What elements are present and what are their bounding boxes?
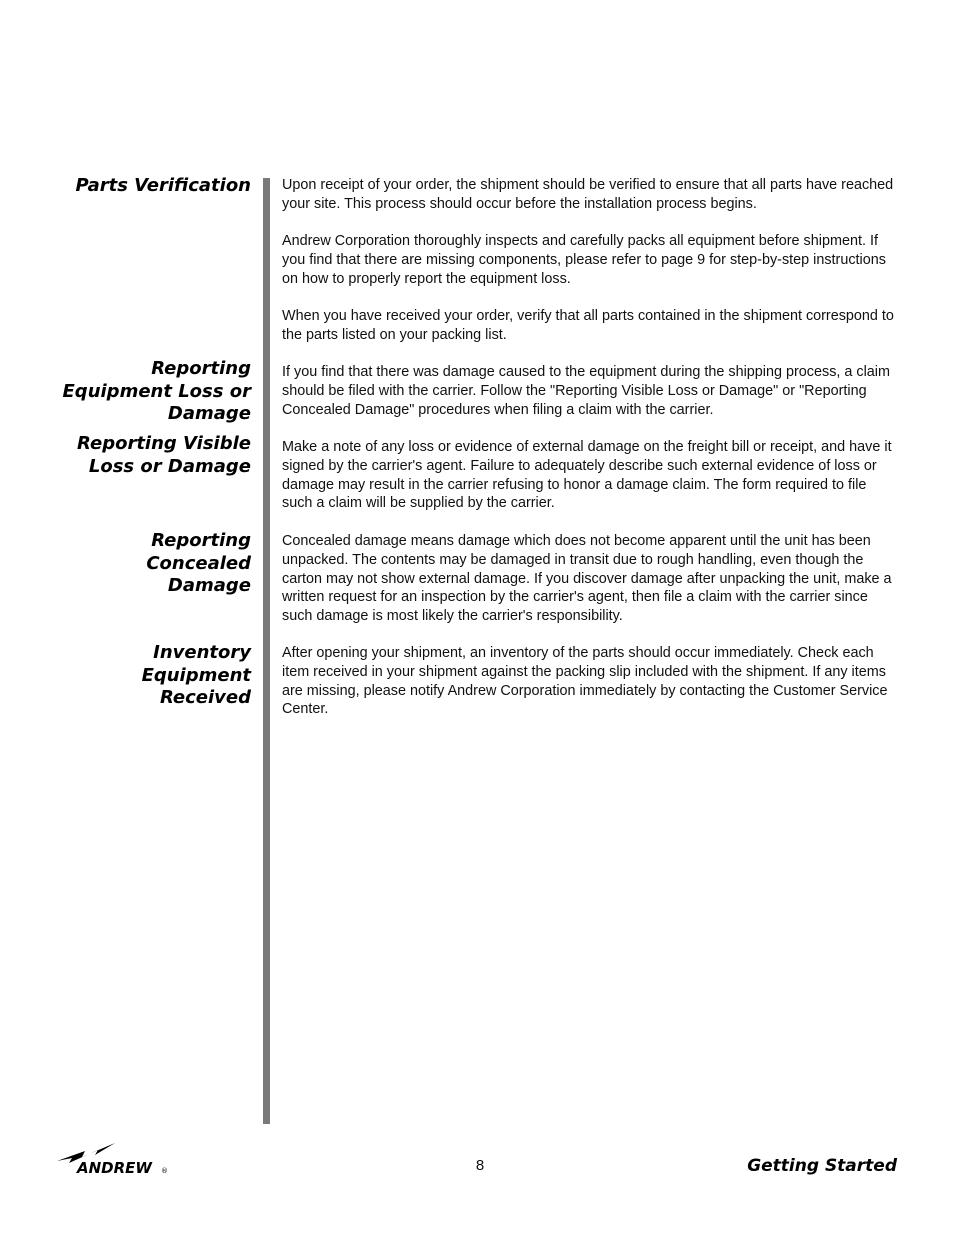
heading-line: Damage [167, 403, 251, 424]
heading-line: Damage [167, 575, 251, 596]
heading-line: Concealed [146, 552, 251, 574]
heading-line: Reporting [151, 358, 251, 379]
registered-mark: ® [161, 1167, 168, 1175]
paragraph-parts-verification-1: Upon receipt of your order, the shipment should be verified to ensure that all parts have reached your site. This process should occur before the installation process begins. [282, 177, 894, 212]
lightning-bolt-icon [55, 1141, 170, 1177]
paragraph-reporting-equipment-loss: If you find that there was damage caused to the equipment during the shipping process, a claim should be filed with the carrier. Follow the "Reporting Visible Loss or Damage" or "Reporting Concealed Damage" procedures when filing a claim with the carrier. [282, 364, 890, 418]
heading-line: Equipment [141, 664, 251, 686]
vertical-divider-rule [263, 178, 270, 1124]
logo-wordmark: ANDREW [77, 1159, 152, 1177]
paragraph-parts-verification-3: When you have received your order, verify that all parts contained in the shipment correspond to the parts listed on your packing list. [282, 308, 894, 343]
heading-line: Loss or Damage [88, 455, 251, 477]
footer-section-title: Getting Started [747, 1156, 897, 1176]
heading-line: Inventory [153, 642, 251, 663]
heading-reporting-equipment-loss [11, 358, 251, 426]
heading-line: Received [159, 687, 251, 708]
heading-line: Reporting Visible [77, 433, 251, 454]
page-number: 8 [475, 1157, 485, 1174]
heading-reporting-visible-loss [11, 433, 251, 478]
paragraph-reporting-visible-loss: Make a note of any loss or evidence of external damage on the freight bill or receipt, and have it signed by the carrier's agent. Failure to adequately describe such external evidence of loss or damage may result in the carrier refusing to honor a damage claim. The form required to file such a claim will be supplied by the carrier. [282, 439, 892, 512]
heading-line: Reporting [151, 530, 251, 551]
heading-reporting-concealed-damage [11, 530, 251, 598]
paragraph-reporting-concealed-damage: Concealed damage means damage which does not become apparent until the unit has been unpacked. The contents may be damaged in transit due to rough handling, even though the carton may not show external damage. If you discover damage after unpacking the unit, make a written request for an inspection by the carrier's agent, then file a claim with the carrier since such damage is most likely the carrier's responsibility. [282, 533, 892, 625]
heading-parts-verification: Parts Verification [75, 175, 251, 196]
heading-inventory-equipment-received [11, 642, 251, 710]
paragraph-parts-verification-2: Andrew Corporation thoroughly inspects and carefully packs all equipment before shipment. If you find that there are missing components, please refer to page 9 for step-by-step instructions on how to properly report the equipment loss. [282, 233, 886, 287]
heading-line: Equipment Loss or [62, 380, 251, 402]
paragraph-inventory-equipment-received: After opening your shipment, an inventory of the parts should occur immediately. Check each item received in your shipment against the packing slip included with the shipment. If any items are missing, please notify Andrew Corporation immediately by contacting the Customer Service Center. [282, 645, 888, 718]
andrew-logo [55, 1141, 170, 1177]
